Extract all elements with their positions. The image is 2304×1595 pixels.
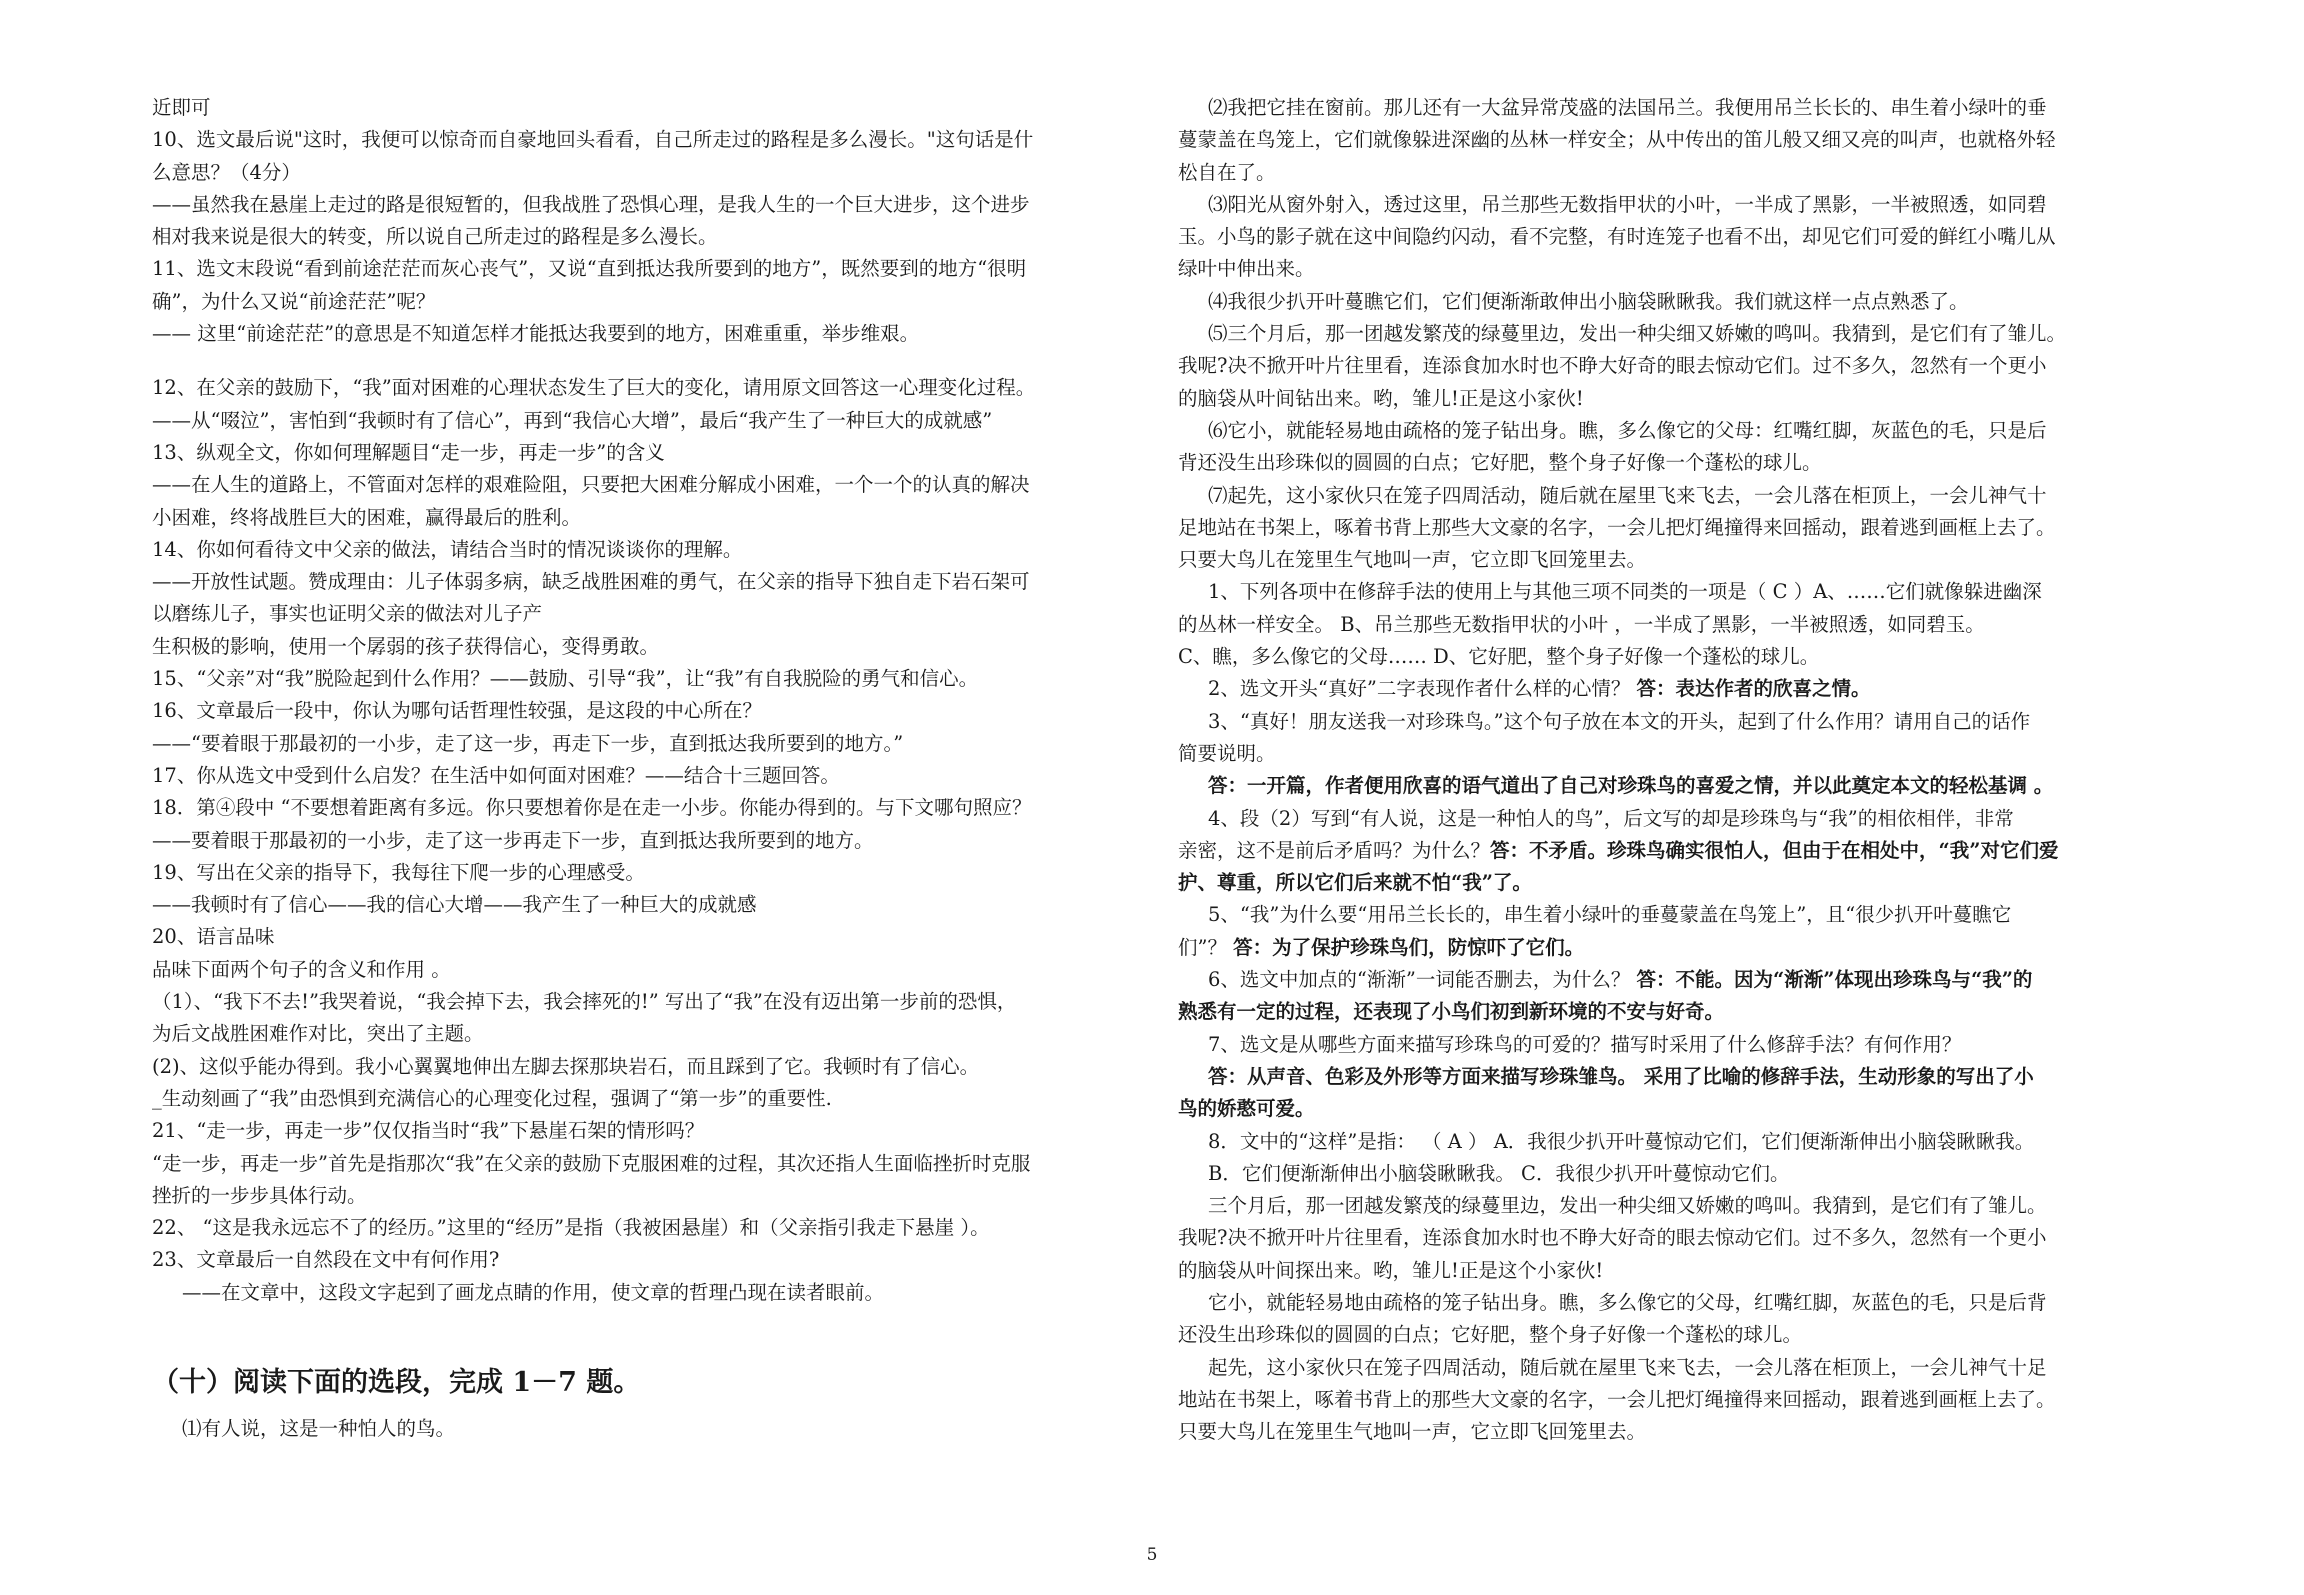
text-line <box>1178 544 2168 576</box>
answer-text: 护、尊重，所以它们后来就不怕“我”了。 <box>1178 871 1532 895</box>
text-line <box>152 825 1142 857</box>
text-line <box>1178 124 2168 156</box>
line-text: 蔓蒙盖在鸟笼上，它们就像躲进深幽的丛林一样安全；从中传出的笛儿般又细又亮的叫声，也就格外轻 <box>1178 128 2056 152</box>
line-text: ——在文章中，这段文字起到了画龙点睛的作用，使文章的哲理凸现在读者眼前。 <box>182 1280 885 1304</box>
line-text: ⑴有人说，这是一种怕人的鸟。 <box>182 1416 456 1440</box>
text-line <box>1178 1352 2168 1384</box>
text-line <box>152 921 1142 953</box>
text-line <box>1178 738 2168 770</box>
text-line <box>1178 350 2168 382</box>
text-line <box>152 695 1142 727</box>
line-text: 的丛林一样安全。 B、吊兰那些无数指甲状的小叶 ，一半成了黑影，一半被照透，如同碧玉。 <box>1178 612 1985 636</box>
text-line <box>152 631 1142 663</box>
text-line <box>152 566 1142 598</box>
text-line <box>152 857 1142 889</box>
blank-line <box>152 1309 1142 1345</box>
line-text: 15、“父亲”对“我”脱险起到什么作用？——鼓励、引导“我”，让“我”有自我脱险的勇气和信心。 <box>152 667 979 691</box>
line-text: ⑹它小，就能轻易地由疏格的笼子钻出身。瞧，多么像它的父母：红嘴红脚，灰蓝色的毛，只是后 <box>1208 418 2047 442</box>
text-line <box>152 318 1142 350</box>
line-text: 1、下列各项中在修辞手法的使用上与其他三项不同类的一项是（ C ）A、……它们就像躲进幽深 <box>1208 580 2042 604</box>
text-line <box>152 157 1142 189</box>
answer-text: 答：为了保护珍珠鸟们，防惊吓了它们。 <box>1233 935 1585 959</box>
line-text: 5、“我”为什么要“用吊兰长长的，串生着小绿叶的垂蔓蒙盖在鸟笼上”，且“很少扒开叶蔓瞧它 <box>1208 903 2012 927</box>
line-text: 确”，为什么又说“前途茫茫”呢？ <box>152 289 436 313</box>
text-line <box>152 405 1142 437</box>
text-line <box>1178 415 2168 447</box>
text-line <box>152 1115 1142 1147</box>
line-text: ——在人生的道路上，不管面对怎样的艰难险阻，只要把大困难分解成小困难，一个一个的认真的解决 <box>152 473 1030 497</box>
line-text: ——要着眼于那最初的一小步，走了这一步再走下一步，直到抵达我所要到的地方。 <box>152 828 874 852</box>
text-line <box>152 1244 1142 1276</box>
line-text: 8．文中的“这样”是指： （ A ） A．我很少扒开叶蔓惊动它们，它们便渐渐伸出小脑袋瞅瞅我。 <box>1208 1129 2035 1153</box>
line-text: 近即可 <box>152 96 211 119</box>
text-line <box>152 92 1142 124</box>
text-line <box>1178 835 2168 867</box>
line-text: ⑺起先，这小家伙只在笼子四周活动，随后就在屋里飞来飞去，一会儿落在柜顶上，一会儿神气十 <box>1208 483 2047 507</box>
text-line <box>1178 512 2168 544</box>
text-line <box>1178 673 2168 705</box>
line-text: 16、文章最后一段中，你认为哪句话哲理性较强，是这段的中心所在？ <box>152 699 762 723</box>
text-line <box>1178 770 2168 802</box>
line-text: 背还没生出珍珠似的圆圆的白点；它好肥，整个身子好像一个蓬松的球儿。 <box>1178 451 1822 475</box>
text-line <box>1178 1287 2168 1319</box>
answer-text: 答：表达作者的欣喜之情。 <box>1636 677 1871 701</box>
line-text: 的脑袋从叶间探出来。哟，雏儿!正是这个小家伙! <box>1178 1258 1604 1282</box>
text-line <box>1178 383 2168 415</box>
text-line <box>1178 1319 2168 1351</box>
line-text: 3、“真好！朋友送我一对珍珠鸟。”这个句子放在本文的开头，起到了什么作用？请用自己的话作 <box>1208 709 2031 733</box>
text-line <box>1178 803 2168 835</box>
line-text: ⑷我很少扒开叶蔓瞧它们，它们便渐渐敢伸出小脑袋瞅瞅我。我们就这样一点点熟悉了。 <box>1208 289 1969 313</box>
text-line <box>152 1083 1142 1115</box>
text-line <box>1178 447 2168 479</box>
right-column <box>1178 92 2168 1448</box>
answer-text: 答：从声音、色彩及外形等方面来描写珍珠雏鸟。 采用了比喻的修辞手法，生动形象的写出了小 <box>1208 1064 2034 1088</box>
line-text: “走一步，再走一步”首先是指那次“我”在父亲的鼓励下克服困难的过程，其次还指人生面临挫折时克服 <box>152 1151 1031 1175</box>
text-line <box>152 954 1142 986</box>
text-line <box>152 189 1142 221</box>
line-text: 松自在了。 <box>1178 160 1276 184</box>
text-line <box>1178 286 2168 318</box>
line-text: 我呢?决不掀开叶片往里看，连添食加水时也不睁大好奇的眼去惊动它们。过不多久，忽然有一个更小 <box>1178 1226 2047 1250</box>
text-line <box>152 1051 1142 1083</box>
line-text: 20、语言品味 <box>152 925 275 949</box>
text-line <box>152 663 1142 695</box>
line-text: 为后文战胜困难作对比，突出了主题。 <box>152 1022 484 1046</box>
text-line <box>152 728 1142 760</box>
line-text: 生积极的影响，使用一个孱弱的孩子获得信心，变得勇敢。 <box>152 634 660 658</box>
text-line <box>1178 1416 2168 1448</box>
line-text: —— 这里“前途茫茫”的意思是不知道怎样才能抵达我要到的地方，困难重重，举步维艰。 <box>152 322 920 346</box>
line-text: 的脑袋从叶间钻出来。哟，雏儿!正是这小家伙! <box>1178 386 1584 410</box>
line-text: 它小，就能轻易地由疏格的笼子钻出身。瞧，多么像它的父母，红嘴红脚，灰蓝色的毛，只是后背 <box>1208 1290 2047 1314</box>
text-line <box>152 598 1142 630</box>
left-column <box>152 92 1142 1445</box>
text-line <box>1178 189 2168 221</box>
line-text: 们”？ <box>1178 935 1234 959</box>
blank-line <box>152 350 1142 372</box>
text-line <box>152 437 1142 469</box>
line-text: 品味下面两个句子的含义和作用 。 <box>152 957 451 981</box>
answer-text: 答：不能。因为“渐渐”体现出珍珠鸟与“我”的 <box>1636 968 2033 992</box>
text-line <box>152 1018 1142 1050</box>
line-text: 7、选文是从哪些方面来描写珍珠鸟的可爱的？描写时采用了什么修辞手法？有何作用？ <box>1208 1032 1962 1056</box>
text-line <box>152 286 1142 318</box>
line-text: 玉。小鸟的影子就在这中间隐约闪动，看不完整，有时连笼子也看不出，却见它们可爱的鲜红小嘴儿从 <box>1178 225 2056 249</box>
answer-text: 熟悉有一定的过程，还表现了小鸟们初到新环境的不安与好奇。 <box>1178 1000 1725 1024</box>
line-text: 19、写出在父亲的指导下，我每往下爬一步的心理感受。 <box>152 860 645 884</box>
text-line <box>1178 932 2168 964</box>
line-text: 11、选文末段说“看到前途茫茫而灰心丧气”，又说“直到抵达我所要到的地方”，既然要到的地方“很明 <box>152 257 1027 281</box>
text-line <box>152 1180 1142 1212</box>
section-heading: （十）阅读下面的选段，完成 1－7 题。 <box>152 1366 641 1398</box>
line-text: 三个月后，那一团越发繁茂的绿蔓里边，发出一种尖细又娇嫩的鸣叫。我猜到，是它们有了雏儿。 <box>1208 1194 2047 1218</box>
text-line <box>1178 867 2168 899</box>
text-line <box>1178 157 2168 189</box>
line-text: ——从“啜泣”，害怕到“我顿时有了信心”，再到“我信心大增”，最后“我产生了一种巨大的成就感” <box>152 408 993 432</box>
line-text: ——我顿时有了信心——我的信心大增——我产生了一种巨大的成就感 <box>152 893 757 917</box>
line-text: 6、选文中加点的“渐渐”一词能否删去，为什么？ <box>1208 968 1637 992</box>
text-line <box>1178 1384 2168 1416</box>
text-line <box>1178 996 2168 1028</box>
text-line <box>1178 1061 2168 1093</box>
text-line <box>152 1212 1142 1244</box>
line-text: C、瞧，多么像它的父母…… D、它好肥，整个身子好像一个蓬松的球儿。 <box>1178 645 1820 669</box>
text-line <box>152 1413 1142 1445</box>
text-line <box>1178 92 2168 124</box>
text-line <box>1178 706 2168 738</box>
answer-text: 答：不矛盾。珍珠鸟确实很怕人，但由于在相处中，“我”对它们爱 <box>1490 838 2059 862</box>
line-text: 2、选文开头“真好”二字表现作者什么样的心情？ <box>1208 677 1637 701</box>
text-line <box>1178 1158 2168 1190</box>
line-text: 还没生出珍珠似的圆圆的白点；它好肥，整个身子好像一个蓬松的球儿。 <box>1178 1323 1803 1347</box>
line-text: (2)、这似乎能办得到。我小心翼翼地伸出左脚去探那块岩石，而且踩到了它。我顿时有了信心。 <box>152 1054 980 1078</box>
answer-text: 鸟的娇憨可爱。 <box>1178 1097 1315 1121</box>
text-line <box>1178 318 2168 350</box>
line-text: 17、你从选文中受到什么启发？在生活中如何面对困难？——结合十三题回答。 <box>152 763 840 787</box>
line-text: ⑵我把它挂在窗前。那儿还有一大盆异常茂盛的法国吊兰。我便用吊兰长长的、串生着小绿叶的垂 <box>1208 96 2047 119</box>
line-text: 10、选文最后说"这时，我便可以惊奇而自豪地回头看看，自己所走过的路程是多么漫长。"这句话是什 <box>152 128 1034 152</box>
text-line <box>1178 899 2168 931</box>
line-text: 地站在书架上，啄着书背上的那些大文豪的名字，一会儿把灯绳撞得来回摇动，跟着逃到画框上去了。 <box>1178 1387 2056 1411</box>
page-number: 5 <box>1146 1545 1158 1565</box>
line-text: 22、 “这是我永远忘不了的经历。”这里的“经历”是指（我被困悬崖）和（父亲指引我走下悬崖 ）。 <box>152 1216 990 1240</box>
text-line <box>152 502 1142 534</box>
line-text: 18．第④段中 “不要想着距离有多远。你只要想着你是在走一小步。你能办得到的。与下文哪句照应？ <box>152 796 1032 820</box>
text-line <box>1178 1029 2168 1061</box>
text-line <box>1178 609 2168 641</box>
text-line <box>152 1148 1142 1180</box>
line-text: 只要大鸟儿在笼里生气地叫一声，它立即飞回笼里去。 <box>1178 1420 1647 1444</box>
text-line <box>1178 1093 2168 1125</box>
line-text: 亲密，这不是前后矛盾吗？为什么？ <box>1178 838 1491 862</box>
line-text: 4、段（2）写到“有人说，这是一种怕人的鸟”，后文写的却是珍珠鸟与“我”的相依相伴，非常 <box>1208 806 2014 830</box>
text-line <box>152 253 1142 285</box>
text-line <box>1178 1222 2168 1254</box>
text-line <box>152 986 1142 1018</box>
line-text: 23、文章最后一自然段在文中有何作用? <box>152 1248 500 1272</box>
line-text: 12、在父亲的鼓励下，“我”面对困难的心理状态发生了巨大的变化，请用原文回答这一心理变化过程。 <box>152 376 1036 400</box>
line-text: 么意思？（4分） <box>152 160 301 184</box>
text-line <box>152 534 1142 566</box>
line-text: 绿叶中伸出来。 <box>1178 257 1315 281</box>
text-line <box>152 372 1142 404</box>
text-line <box>152 221 1142 253</box>
line-text: 13、纵观全文，你如何理解题目“走一步，再走一步”的含义 <box>152 440 665 464</box>
line-text: （1）、“我下不去!”我哭着说，“我会掉下去，我会摔死的!” 写出了“我”在没有迈出第一步前的恐惧， <box>152 990 1017 1014</box>
line-text: 起先，这小家伙只在笼子四周活动，随后就在屋里飞来飞去，一会儿落在柜顶上，一会儿神气十足 <box>1208 1355 2047 1379</box>
text-line <box>1178 1255 2168 1287</box>
line-text: ——“要着眼于那最初的一小步，走了这一步，再走下一步，直到抵达我所要到的地方。” <box>152 731 904 755</box>
text-line <box>152 792 1142 824</box>
line-text: ⑸三个月后，那一团越发繁茂的绿蔓里边，发出一种尖细又娇嫩的鸣叫。我猜到，是它们有了雏儿。 <box>1208 322 2067 346</box>
text-line <box>152 889 1142 921</box>
text-line <box>1178 576 2168 608</box>
line-text: B．它们便渐渐伸出小脑袋瞅瞅我。 C．我很少扒开叶蔓惊动它们。 <box>1208 1161 1790 1185</box>
line-text: 简要说明。 <box>1178 741 1276 765</box>
line-text: 以磨练儿子，事实也证明父亲的做法对儿子产 <box>152 602 543 626</box>
line-text: 21、“走一步，再走一步”仅仅指当时“我”下悬崖石架的情形吗？ <box>152 1119 705 1143</box>
line-text: 只要大鸟儿在笼里生气地叫一声，它立即飞回笼里去。 <box>1178 548 1647 572</box>
line-text: _生动刻画了“我”由恐惧到充满信心的心理变化过程，强调了“第一步”的重要性. <box>152 1086 832 1110</box>
answer-text: 答：一开篇，作者便用欣喜的语气道出了自己对珍珠鸟的喜爱之情，并以此奠定本文的轻松基调 。 <box>1208 774 2054 798</box>
text-line <box>152 469 1142 501</box>
text-line <box>1178 253 2168 285</box>
line-text: 我呢?决不掀开叶片往里看，连添食加水时也不睁大好奇的眼去惊动它们。过不多久，忽然有一个更小 <box>1178 354 2047 378</box>
line-text: 挫折的一步步具体行动。 <box>152 1183 367 1207</box>
line-text: ⑶阳光从窗外射入，透过这里，吊兰那些无数指甲状的小叶，一半成了黑影，一半被照透，如同碧 <box>1208 192 2047 216</box>
text-line <box>1178 964 2168 996</box>
line-text: ——开放性试题。赞成理由：儿子体弱多病，缺乏战胜困难的勇气，在父亲的指导下独自走下岩石架可 <box>152 570 1030 594</box>
line-text: ——虽然我在悬崖上走过的路是很短暂的，但我战胜了恐惧心理，是我人生的一个巨大进步，这个进步 <box>152 192 1030 216</box>
line-text: 足地站在书架上，啄着书背上那些大文豪的名字，一会儿把灯绳撞得来回摇动，跟着逃到画框上去了。 <box>1178 515 2056 539</box>
line-text: 相对我来说是很大的转变，所以说自己所走过的路程是多么漫长。 <box>152 225 718 249</box>
text-line <box>1178 1126 2168 1158</box>
text-line <box>152 1277 1142 1309</box>
text-line <box>152 124 1142 156</box>
text-line <box>1178 221 2168 253</box>
text-line <box>152 760 1142 792</box>
line-text: 小困难，终将战胜巨大的困难，赢得最后的胜利。 <box>152 505 582 529</box>
text-line <box>1178 480 2168 512</box>
line-text: 14、你如何看待文中父亲的做法，请结合当时的情况谈谈你的理解。 <box>152 537 743 561</box>
text-line <box>1178 641 2168 673</box>
text-line <box>1178 1190 2168 1222</box>
